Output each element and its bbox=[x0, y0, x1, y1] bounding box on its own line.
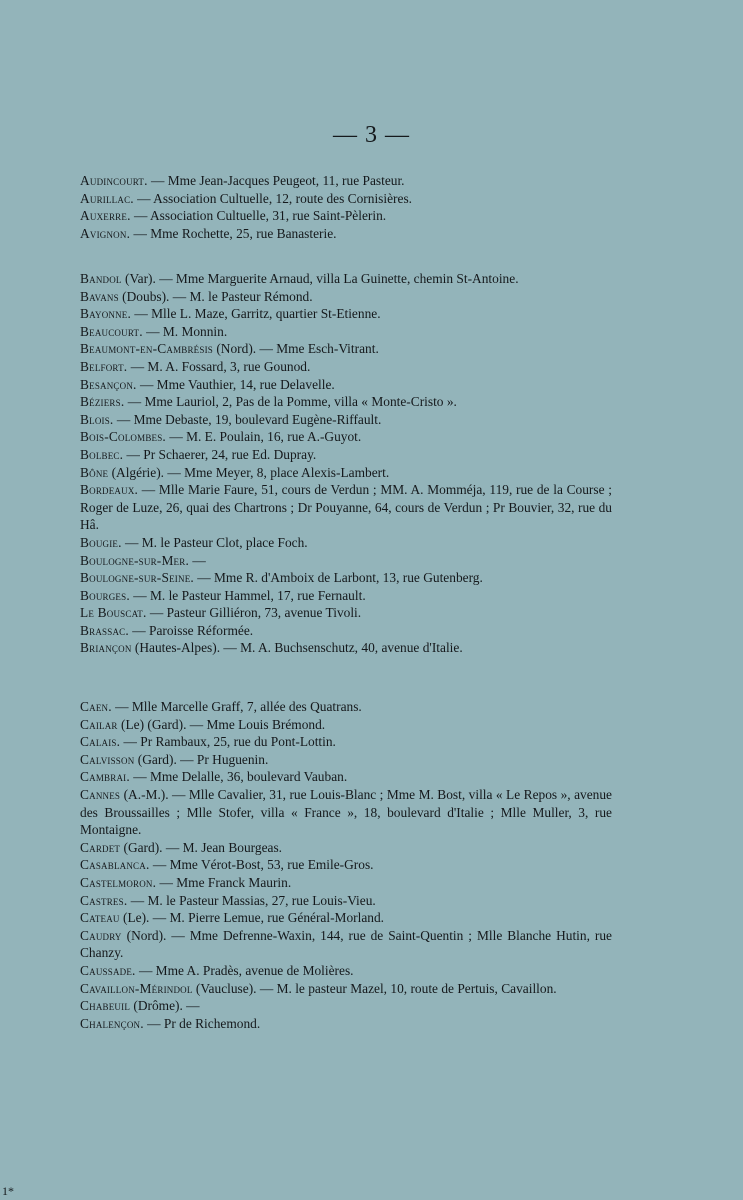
list-item bbox=[80, 446, 612, 464]
entry-text: — M. le Pasteur Massias, 27, rue Louis-Vieu. bbox=[127, 892, 376, 908]
list-item bbox=[80, 909, 612, 927]
list-item bbox=[80, 980, 612, 998]
entry-text: — Pr Schaerer, 24, rue Ed. Dupray. bbox=[123, 446, 317, 462]
entry-place: Le Bouscat. bbox=[80, 605, 147, 621]
list-item bbox=[80, 698, 612, 716]
entry-place: Aurillac. bbox=[80, 190, 134, 206]
entry-place: Béziers. bbox=[80, 394, 125, 410]
list-item bbox=[80, 768, 612, 786]
list-item bbox=[80, 733, 612, 751]
entry-place: Blois. bbox=[80, 411, 114, 427]
entry-text: (Doubs). — M. le Pasteur Rémond. bbox=[118, 288, 313, 304]
section-c bbox=[80, 698, 612, 1032]
list-item bbox=[80, 305, 612, 323]
list-item bbox=[80, 604, 612, 622]
entry-place: Bavans bbox=[80, 288, 119, 304]
list-item bbox=[80, 534, 612, 552]
entry-place: Avignon. bbox=[80, 225, 131, 241]
list-item bbox=[80, 587, 612, 605]
entry-place: Auxerre. bbox=[80, 208, 131, 224]
entry-place: Cateau bbox=[80, 910, 120, 926]
entry-text: — Mme Rochette, 25, rue Banasterie. bbox=[130, 225, 337, 241]
entry-text: (Var). — Mme Marguerite Arnaud, villa La Guinette, chemin St-Antoine. bbox=[121, 271, 519, 286]
entry-place: Boulogne-sur-Seine. bbox=[80, 570, 194, 586]
entry-place: Chalençon. bbox=[80, 1015, 144, 1031]
entry-place: Bolbec. bbox=[80, 446, 124, 462]
entry-text: — M. Monnin. bbox=[142, 323, 228, 339]
entry-place: Besançon. bbox=[80, 376, 137, 392]
entry-text: (Le). — M. Pierre Lemue, rue Général-Morland. bbox=[119, 910, 385, 926]
entry-text: — Mlle Marie Faure, 51, cours de Verdun ; MM. A. Momméja, 119, rue de la Course ; Roger de Luze, 26, quai des Chartrons ; Dr Pouyanne, 64, cours de Verdun ; Pr Bouvier, 32, rue du Hâ. bbox=[80, 482, 612, 533]
entry-place: Chabeuil bbox=[80, 998, 131, 1014]
list-item bbox=[80, 569, 612, 587]
entry-text: — M. A. Fossard, 3, rue Gounod. bbox=[127, 358, 311, 374]
entry-place: Cailar bbox=[80, 716, 118, 732]
entry-place: Calais. bbox=[80, 734, 121, 750]
entry-text: — Mme A. Pradès, avenue de Molières. bbox=[135, 962, 354, 978]
entry-place: Cardet bbox=[80, 839, 121, 855]
list-item bbox=[80, 288, 612, 306]
list-item bbox=[80, 716, 612, 734]
list-item bbox=[80, 1015, 612, 1033]
entry-text: — M. le Pasteur Hammel, 17, rue Fernault. bbox=[129, 587, 366, 603]
list-item bbox=[80, 393, 612, 411]
entry-text: (Algérie). — Mme Meyer, 8, place Alexis-Lambert. bbox=[108, 464, 390, 480]
entry-place: Bandol bbox=[80, 271, 122, 286]
list-item bbox=[80, 856, 612, 874]
entry-text: (A.-M.). — Mlle Cavalier, 31, rue Louis-Blanc ; Mme M. Bost, villa « Le Repos », avenue des Broussailles ; Mlle Stofer, villa « France », 18, boulevard d'Italie ; Mlle Muller, 3, rue Montaigne. bbox=[80, 786, 612, 838]
entry-text: (Gard). — M. Jean Bourgeas. bbox=[120, 839, 283, 855]
list-item bbox=[80, 962, 612, 980]
list-item bbox=[80, 411, 612, 429]
list-item bbox=[80, 323, 612, 341]
entry-text: — Mlle Marcelle Graff, 7, allée des Quatrans. bbox=[111, 699, 362, 714]
entry-place: Bourges. bbox=[80, 587, 130, 603]
entry-text: — bbox=[189, 552, 206, 568]
footer-signature-mark: 1* bbox=[2, 1184, 14, 1198]
list-item bbox=[80, 207, 612, 225]
entry-text: (Vaucluse). — M. le pasteur Mazel, 10, route de Pertuis, Cavaillon. bbox=[192, 980, 557, 996]
entry-text: — Mme Vérot-Bost, 53, rue Emile-Gros. bbox=[149, 857, 374, 873]
entry-text: (Nord). — Mme Defrenne-Waxin, 144, rue de Saint-Quentin ; Mlle Blanche Hutin, rue Chanzy. bbox=[80, 927, 612, 961]
entry-place: Boulogne-sur-Mer. bbox=[80, 552, 190, 568]
entry-place: Beaucourt. bbox=[80, 323, 143, 339]
list-item bbox=[80, 639, 612, 657]
entry-place: Bayonne. bbox=[80, 306, 132, 322]
entry-place: Briançon bbox=[80, 640, 132, 656]
entry-place: Castres. bbox=[80, 892, 128, 908]
list-item bbox=[80, 270, 612, 288]
entry-text: (Le) (Gard). — Mme Louis Brémond. bbox=[117, 716, 326, 732]
entry-text: — Mme Lauriol, 2, Pas de la Pomme, villa « Monte-Cristo ». bbox=[124, 394, 457, 410]
entry-place: Audincourt. bbox=[80, 173, 148, 188]
list-item bbox=[80, 786, 612, 839]
entry-place: Caussade. bbox=[80, 962, 136, 978]
entry-text: — M. le Pasteur Clot, place Foch. bbox=[121, 534, 308, 550]
entry-text: — Pr de Richemond. bbox=[143, 1015, 261, 1031]
entry-place: Bois-Colombes. bbox=[80, 429, 166, 445]
list-item bbox=[80, 622, 612, 640]
entry-text: — M. E. Poulain, 16, rue A.-Guyot. bbox=[165, 429, 362, 445]
list-item bbox=[80, 839, 612, 857]
entry-place: Bône bbox=[80, 464, 109, 480]
entry-text: (Nord). — Mme Esch-Vitrant. bbox=[213, 341, 379, 357]
list-item bbox=[80, 340, 612, 358]
list-item bbox=[80, 190, 612, 208]
list-item bbox=[80, 997, 612, 1015]
entry-text: — Association Cultuelle, 12, route des Cornisières. bbox=[133, 190, 413, 206]
entry-text: — Mme Debaste, 19, boulevard Eugène-Riffault. bbox=[113, 411, 382, 427]
list-item bbox=[80, 751, 612, 769]
entry-text: (Drôme). — bbox=[130, 998, 200, 1014]
list-item bbox=[80, 927, 612, 962]
list-item bbox=[80, 874, 612, 892]
entry-place: Bougie. bbox=[80, 534, 122, 550]
entry-place: Cavaillon-Mérindol bbox=[80, 980, 193, 996]
section-b bbox=[80, 270, 612, 657]
entry-place: Beaumont-en-Cambrésis bbox=[80, 341, 213, 357]
entry-text: — Association Cultuelle, 31, rue Saint-Pèlerin. bbox=[130, 208, 387, 224]
entry-text: — Mlle L. Maze, Garritz, quartier St-Etienne. bbox=[131, 306, 381, 322]
entry-place: Cannes bbox=[80, 786, 121, 802]
list-item bbox=[80, 376, 612, 394]
entry-place: Castelmoron. bbox=[80, 874, 157, 890]
entry-text: — Mme Vauthier, 14, rue Delavelle. bbox=[136, 376, 335, 392]
list-item bbox=[80, 428, 612, 446]
entry-text: — Mme Jean-Jacques Peugeot, 11, rue Pasteur. bbox=[147, 173, 405, 188]
entry-place: Bordeaux. bbox=[80, 482, 139, 498]
entry-place: Casablanca. bbox=[80, 857, 150, 873]
entry-text: — Pr Rambaux, 25, rue du Pont-Lottin. bbox=[120, 734, 336, 750]
entry-text: (Hautes-Alpes). — M. A. Buchsenschutz, 40, avenue d'Italie. bbox=[131, 640, 463, 656]
list-item bbox=[80, 552, 612, 570]
entry-place: Brassac. bbox=[80, 622, 129, 638]
list-item bbox=[80, 358, 612, 376]
entry-place: Belfort. bbox=[80, 358, 128, 374]
list-item bbox=[80, 464, 612, 482]
page-number: — 3 — bbox=[333, 122, 410, 148]
section-a bbox=[80, 172, 612, 242]
entry-place: Calvisson bbox=[80, 751, 135, 767]
entry-place: Caen. bbox=[80, 699, 112, 714]
entry-text: (Gard). — Pr Huguenin. bbox=[134, 751, 269, 767]
list-item bbox=[80, 481, 612, 534]
list-item bbox=[80, 225, 612, 243]
entry-place: Caudry bbox=[80, 927, 122, 943]
entry-place: Cambrai. bbox=[80, 769, 130, 785]
entry-text: — Mme Franck Maurin. bbox=[156, 874, 292, 890]
entry-text: — Mme Delalle, 36, boulevard Vauban. bbox=[129, 769, 348, 785]
entry-text: — Paroisse Réformée. bbox=[128, 622, 254, 638]
list-item bbox=[80, 172, 612, 190]
entry-text: — Pasteur Gilliéron, 73, avenue Tivoli. bbox=[146, 605, 362, 621]
list-item bbox=[80, 892, 612, 910]
entry-text: — Mme R. d'Amboix de Larbont, 13, rue Gutenberg. bbox=[193, 570, 483, 586]
